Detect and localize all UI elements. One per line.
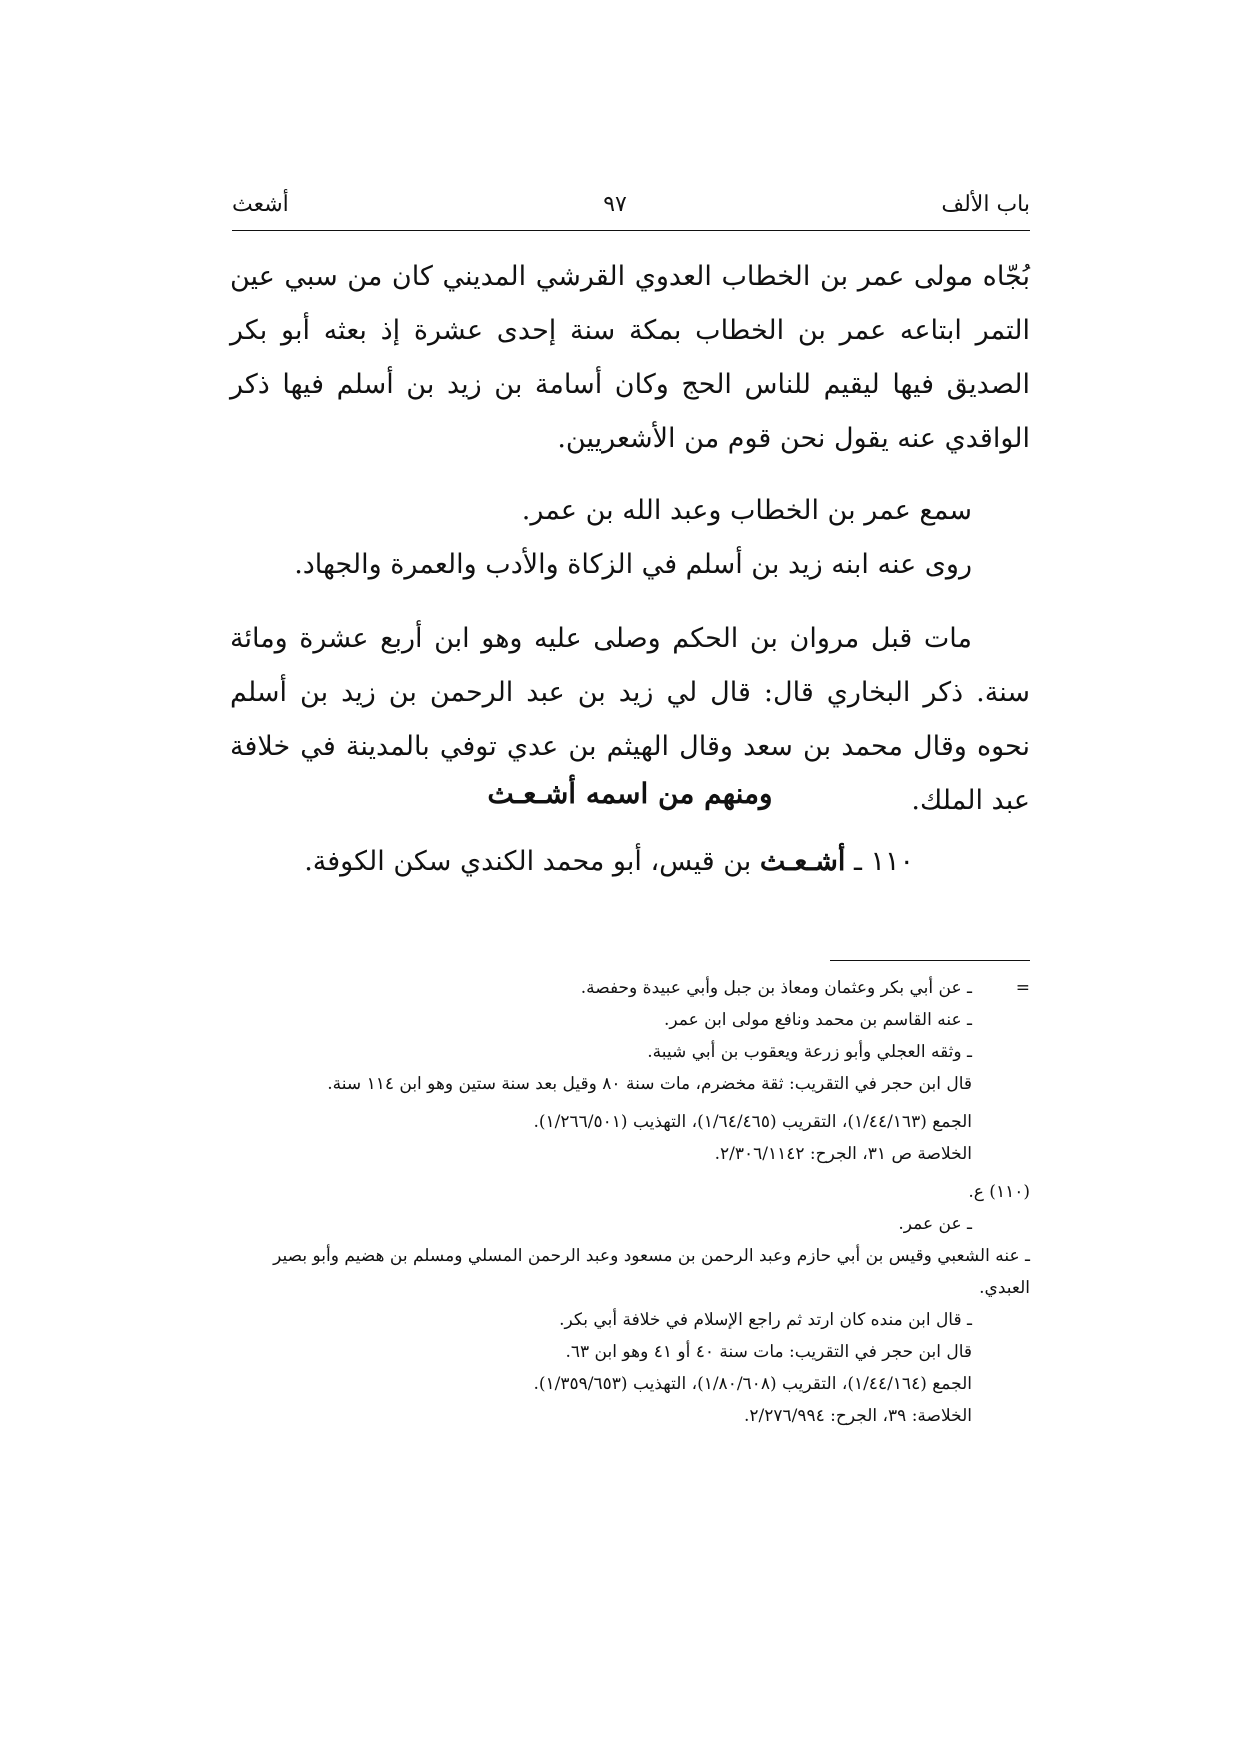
header-rule [232, 230, 1030, 231]
footnote-continuation [230, 972, 1030, 1170]
footnotes [230, 972, 1030, 1438]
header-entry-name: أشعث [232, 192, 289, 217]
section-heading: ومنهم من اسمه أشـعـث [487, 777, 773, 810]
footnote-110 [230, 1176, 1030, 1432]
heard-from-line: سمع عمر بن الخطاب وعبد الله بن عمر. [521, 495, 972, 526]
footnote-line: ـ وثقه العجلي وأبو زرعة ويعقوب بن أبي شيبة. [647, 1042, 972, 1062]
footnote-line: ـ عن عمر. [898, 1214, 972, 1234]
entry-name: أشـعـث [759, 846, 846, 877]
footnote-line: ـ عن أبي بكر وعثمان ومعاذ بن جبل وأبي عبيدة وحفصة. [580, 978, 972, 998]
footnote-references: الجمع (١/٤٤/١٦٤)، التقريب (١/٨٠/٦٠٨)، التهذيب (١/٣٥٩/٦٥٣). [533, 1374, 972, 1394]
narrated-by-line: روى عنه ابنه زيد بن أسلم في الزكاة والأدب والعمرة والجهاد. [294, 549, 972, 580]
footnote-line: ـ عنه الشعبي وقيس بن أبي حازم وعبد الرحمن بن مسعود وعبد الرحمن المسلي ومسلم بن هضيم وأبو بصير العبدي. [273, 1246, 1030, 1298]
death-paragraph: مات قبل مروان بن الحكم وصلى عليه وهو ابن أربع عشرة ومائة سنة. ذكر البخاري قال: قال لي زيد بن عبد الرحمن بن زيد بن أسلم نحوه وقال محمد بن سعد وقال الهيثم بن عدي توفي بالمدينة في خلافة عبد الملك. [230, 623, 1030, 816]
intro-paragraph: بُجّاه مولى عمر بن الخطاب العدوي القرشي المديني كان من سبي عين التمر ابتاعه عمر بن الخطاب بمكة سنة إحدى عشرة إذ بعثه أبو بكر الصديق فيها ليقيم للناس الحج وكان أسامة بن زيد بن أسلم فيها ذكر الواقدي عنه يقول نحن قوم من الأشعريين. [230, 261, 1030, 454]
continuation-mark: = [1015, 978, 1030, 998]
header-chapter-title: باب الألف [941, 192, 1030, 217]
footnote-label: (١١٠) ع. [968, 1182, 1030, 1202]
main-text [230, 250, 1030, 828]
footnote-references: الخلاصة: ٣٩، الجرح: ٢/٢٧٦/٩٩٤. [743, 1406, 972, 1426]
footnote-quote: قال ابن حجر في التقريب: ثقة مخضرم، مات سنة ٨٠ وقيل بعد سنة ستين وهو ابن ١١٤ سنة. [327, 1074, 972, 1094]
footnote-references: الجمع (١/٤٤/١٦٣)، التقريب (١/٦٤/٤٦٥)، التهذيب (١/٢٦٦/٥٠١). [533, 1112, 972, 1132]
running-header [232, 192, 1030, 228]
footnote-line: ـ عنه القاسم بن محمد ونافع مولى ابن عمر. [663, 1010, 972, 1030]
footnote-line: قال ابن حجر في التقريب: مات سنة ٤٠ أو ٤١ وهو ابن ٦٣. [565, 1342, 972, 1362]
footnote-line: ـ قال ابن منده كان ارتد ثم راجع الإسلام في خلافة أبي بكر. [559, 1310, 972, 1330]
page-number: ٩٧ [603, 192, 627, 217]
entry-description: بن قيس، أبو محمد الكندي سكن الكوفة. [304, 846, 752, 877]
footnote-rule [830, 960, 1030, 961]
entry-number: ١١٠ ـ [853, 846, 914, 877]
entry-110 [230, 840, 1030, 884]
footnote-references: الخلاصة ص ٣١، الجرح: ٢/٣٠٦/١١٤٢. [714, 1144, 972, 1164]
